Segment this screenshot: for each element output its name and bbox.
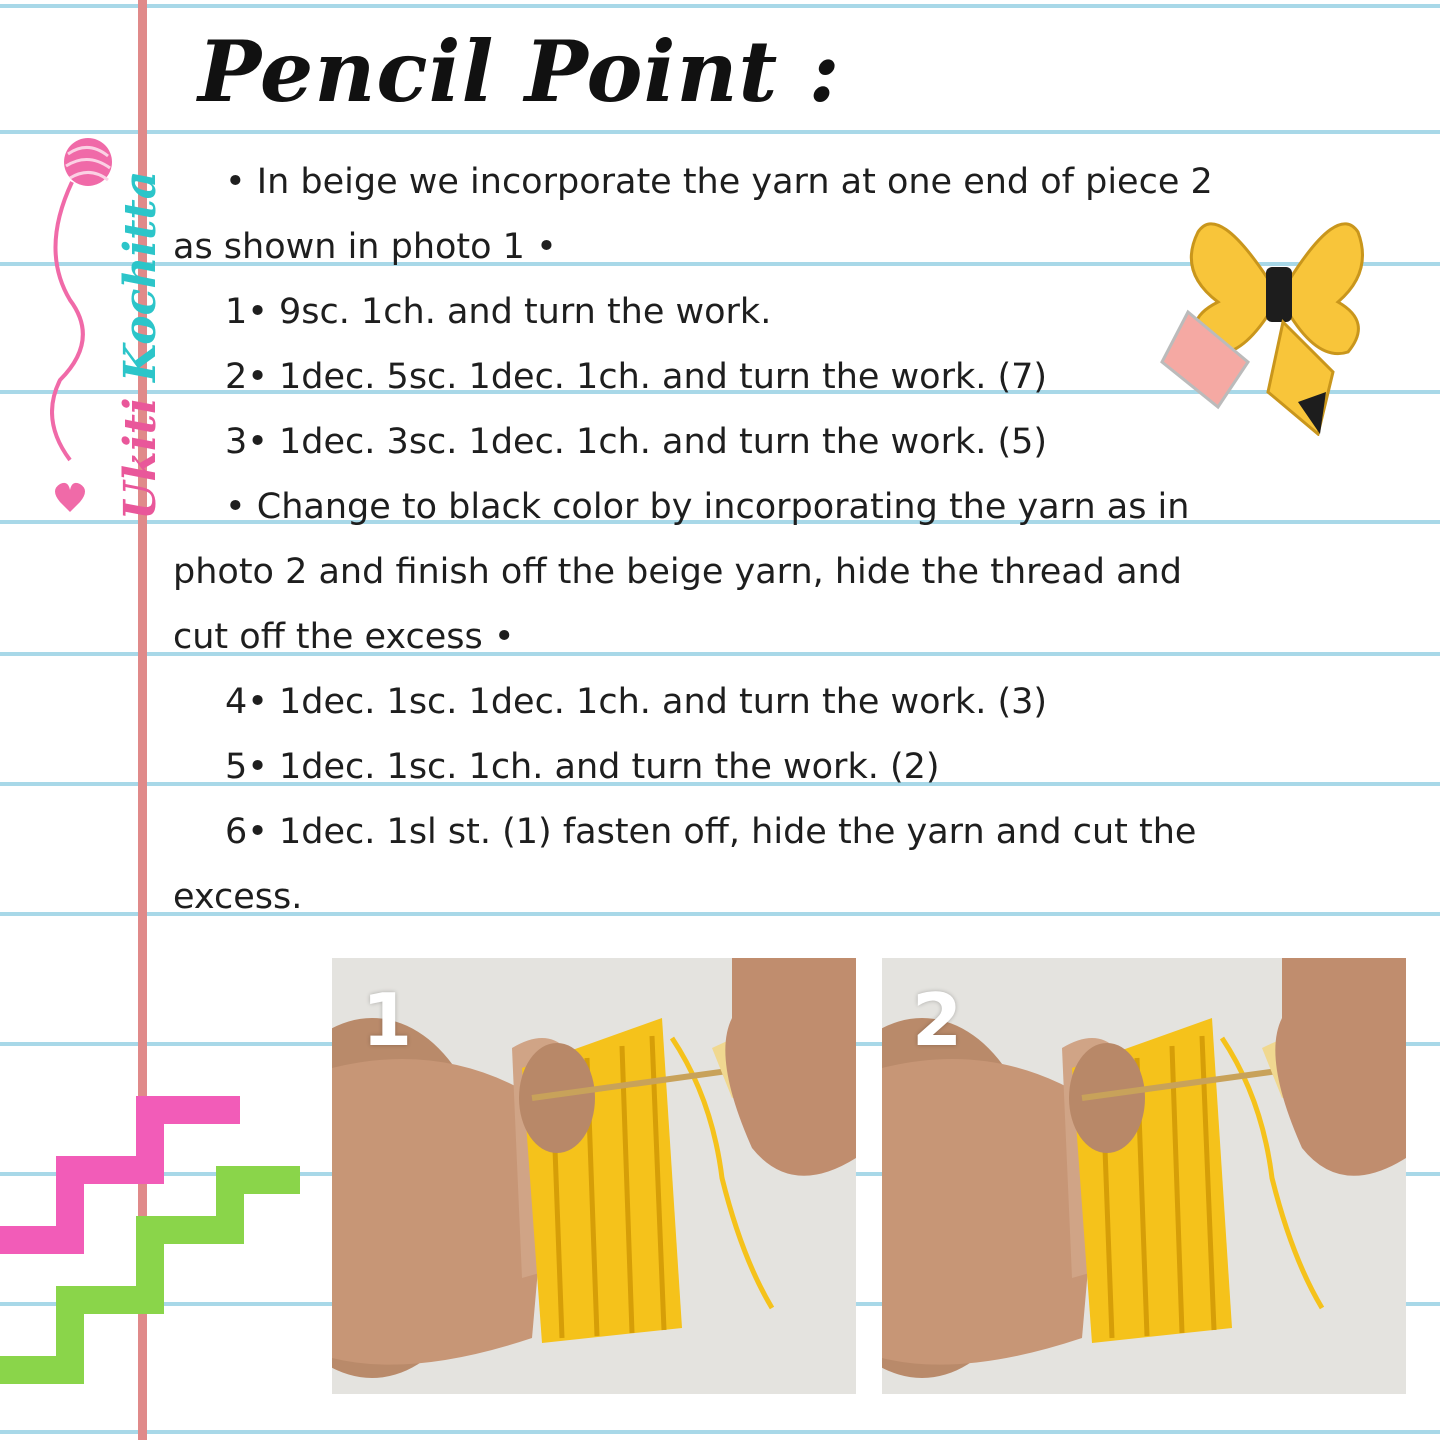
- instruction-line: • In beige we incorporate the yarn at one end of piece 2: [225, 162, 1213, 202]
- brand-logo: [115, 171, 166, 520]
- instructions: [173, 150, 1343, 930]
- instruction-line: 5• 1dec. 1sc. 1ch. and turn the work. (2): [225, 747, 940, 787]
- instruction-line: 1• 9sc. 1ch. and turn the work.: [225, 292, 772, 332]
- instruction-line: excess.: [173, 877, 303, 917]
- instruction-line: • Change to black color by incorporating the yarn as in: [225, 487, 1190, 527]
- photo-2-label: 2: [912, 978, 963, 1062]
- photo-1-label: 1: [362, 978, 413, 1062]
- instruction-line: cut off the excess •: [173, 617, 515, 657]
- brand-part-1: Ukiti: [115, 397, 166, 520]
- zigzag-decoration: [0, 1090, 310, 1420]
- page-title: Pencil Point :: [198, 22, 841, 121]
- instruction-line: 6• 1dec. 1sl st. (1) fasten off, hide the yarn and cut the: [225, 812, 1197, 852]
- photo-1: [332, 958, 856, 1394]
- instruction-line: 4• 1dec. 1sc. 1dec. 1ch. and turn the work. (3): [225, 682, 1048, 722]
- instruction-line: 3• 1dec. 3sc. 1dec. 1ch. and turn the work. (5): [225, 422, 1048, 462]
- instruction-line: photo 2 and finish off the beige yarn, hide the thread and: [173, 552, 1182, 592]
- instruction-line: 2• 1dec. 5sc. 1dec. 1ch. and turn the work. (7): [225, 357, 1048, 397]
- brand-part-2: Kochitta: [115, 170, 166, 383]
- instruction-line: as shown in photo 1 •: [173, 227, 557, 267]
- photo-2: [882, 958, 1406, 1394]
